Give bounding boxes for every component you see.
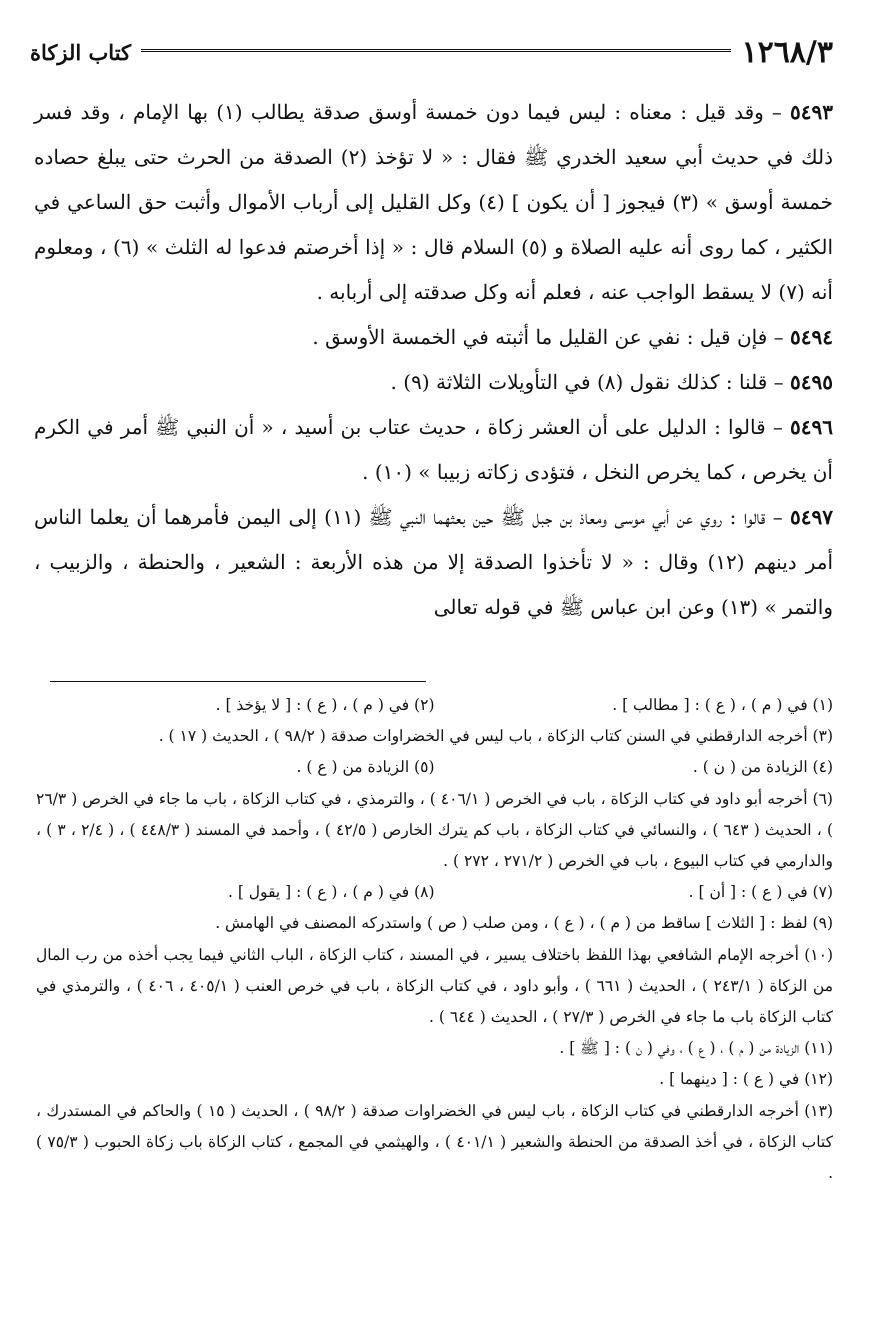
footnote-5: (٥) الزيادة من ( ع ) . bbox=[296, 758, 435, 777]
paragraph-text: – قلنا : كذلك نقول (٨) في التأويلات الثلاثة (٩) . bbox=[390, 370, 791, 394]
header-rule bbox=[141, 49, 731, 55]
footnote-10: (١٠) أخرجه الإمام الشافعي بهذا اللفظ باختلاف يسير ، في المسند ، كتاب الزكاة ، الباب الثاني فيما يجب أخذه من رب المال من الزكاة ( ٢٤٣/١ ) ، الحديث ( ٦٦١ ) ، وأبو داود ، في كتاب الزكاة ، باب في خرص العنب ( ٤٠٥/١ ، ٤٠٦ ) ، والترمذي في كتاب الزكاة باب ما جاء في الخرص ( ٢٧/٣ ) ، الحديث ( ٦٤٤ ) . bbox=[36, 945, 834, 1027]
paragraph-text: – قالوا : روي عن أبي موسى ومعاذ بن جبل ﷺ حين بعثهما النبي ﷺ (١١) إلى اليمن فأمرهما أن يعلما الناس أمر دينهم (١٢) وقال : « لا تأخذوا الصدقة إلا من هذه الأربعة : الشعير ، والحنطة ، والزبيب ، والتمر » (١٣) وعن ابن عباس ﷺ في قوله تعالى bbox=[34, 505, 833, 619]
paragraph-5497 bbox=[34, 495, 833, 630]
footnote-7: (٧) في ( ع ) : [ أن ] . bbox=[688, 883, 833, 902]
paragraph-5493 bbox=[34, 90, 833, 315]
paragraph-5494 bbox=[34, 315, 833, 360]
footnote-row bbox=[36, 877, 833, 908]
paragraph-text: – فإن قيل : نفي عن القليل ما أثبته في الخمسة الأوسق . bbox=[312, 325, 791, 349]
paragraph-5496 bbox=[34, 405, 833, 495]
footnote-13: (١٣) أخرجه الدارقطني في كتاب الزكاة ، باب ليس في الخضراوات صدقة ( ٩٨/٢ ) ، الحديث ( ١٥ ) والحاكم في المستدرك ، كتاب الزكاة ، في أخذ الصدقة من الحنطة والشعير ( ٤٠١/١ ) ، والهيثمي في المجمع ، كتاب الزكاة باب زكاة الحبوب ( ٧٥/٣ ) . bbox=[36, 1101, 833, 1183]
footnote-12: (١٢) في ( ع ) : [ دينهما ] . bbox=[659, 1070, 833, 1089]
paragraph-text: – قالوا : الدليل على أن العشر زكاة ، حديث عتاب بن أسيد ، « أن النبي ﷺ أمر في الكرم أن يخرص ، كما يخرص النخل ، فتؤدى زكاته زبيبا » (١٠) . bbox=[34, 415, 833, 484]
footnote-2: (٢) في ( م ) ، ( ع ) : [ لا يؤخذ ] . bbox=[215, 696, 435, 714]
footnote-6: (٦) أخرجه أبو داود في كتاب الزكاة ، باب في الخرص ( ٤٠٦/١ ) ، والترمذي ، في كتاب الزكاة ، باب ما جاء في الخرص ( ٢٦/٣ ) ، الحديث ( ٦٤٣ ) ، والنسائي في كتاب الزكاة ، باب كم يترك الخارص ( ٤٢/٥ ) ، وأحمد في المسند ( ٤٤٨/٣ ) ، ( ٢/٤ ، ٣ ) ، والدارمي في كتاب البيوع ، باب في الخرص ( ٢٧١/٢ ، ٢٧٢ ) . bbox=[36, 789, 834, 871]
footnote-9: (٩) لفظ : [ الثلاث ] ساقط من ( م ) ، ( ع ) ، ومن صلب ( ص ) واستدركه المصنف في الهامش . bbox=[215, 914, 833, 933]
page-number: ١٢٦٨/٣ bbox=[741, 34, 833, 70]
book-title: كتاب الزكاة bbox=[30, 39, 132, 65]
footnote-row bbox=[36, 752, 833, 783]
paragraph-number: ٥٤٩٣ bbox=[790, 100, 833, 124]
footnote-3: (٣) أخرجه الدارقطني في السنن كتاب الزكاة ، باب ليس في الخضراوات صدقة ( ٩٨/٢ ) ، الحديث ( ١٧ ) . bbox=[158, 727, 833, 746]
paragraph-number: ٥٤٩٧ bbox=[790, 505, 833, 529]
page-header bbox=[30, 32, 833, 72]
paragraph-number: ٥٤٩٤ bbox=[790, 325, 833, 349]
footnotes bbox=[36, 690, 833, 1189]
paragraph-number: ٥٤٩٦ bbox=[790, 415, 833, 439]
paragraph-number: ٥٤٩٥ bbox=[790, 370, 833, 394]
main-text bbox=[34, 90, 833, 630]
footnote-row bbox=[36, 690, 833, 721]
footnote-8: (٨) في ( م ) ، ( ع ) : [ يقول ] . bbox=[227, 883, 435, 902]
paragraph-5495 bbox=[34, 360, 833, 405]
paragraph-text: – وقد قيل : معناه : ليس فيما دون خمسة أوسق صدقة يطالب (١) بها الإمام ، وقد فسر ذلك في حديث أبي سعيد الخدري ﷺ فقال : « لا تؤخذ (٢) الصدقة من الحرث حتى يبلغ حصاده خمسة أوسق » (٣) فيجوز [ أن يكون ] (٤) وكل القليل إلى أرباب الأموال وأثبت حق الساعي في الكثير ، كما روى أنه عليه الصلاة و (٥) السلام قال : « إذا أخرصتم فدعوا له الثلث » (٦) ، ومعلوم أنه (٧) لا يسقط الواجب عنه ، فعلم أنه وكل صدقته إلى أربابه . bbox=[34, 100, 833, 304]
footnote-separator bbox=[50, 681, 426, 682]
footnote-4: (٤) الزيادة من ( ن ) . bbox=[692, 758, 833, 777]
footnote-1: (١) في ( م ) ، ( ع ) : [ مطالب ] . bbox=[612, 696, 833, 714]
footnote-11: (١١) الزيادة من ( م ) ، ( ع ) ، وفي ( ن ) : [ ﷺ ] . bbox=[559, 1039, 833, 1058]
